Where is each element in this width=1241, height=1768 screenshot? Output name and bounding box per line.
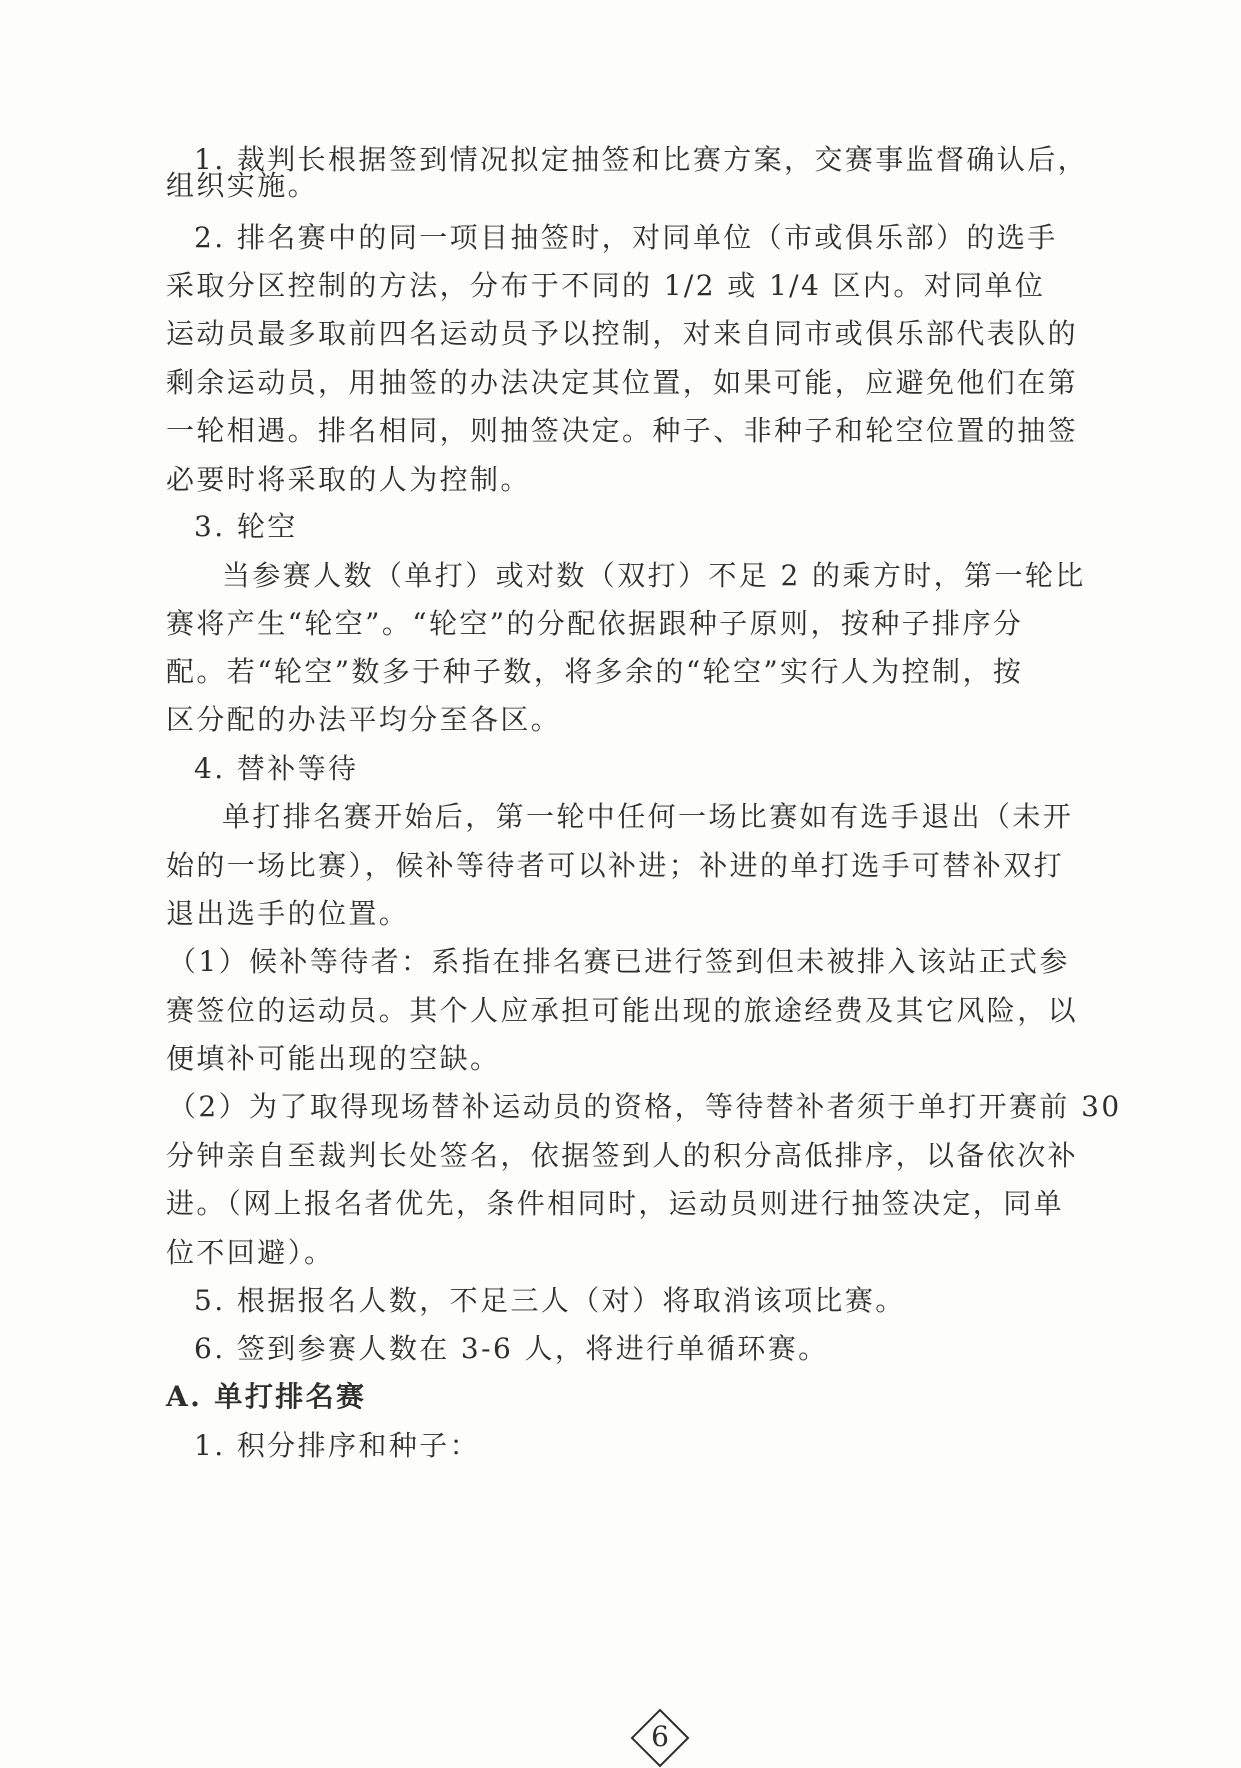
text-line: 区分配的办法平均分至各区。 [166, 703, 562, 736]
text-line: 分钟亲自至裁判长处签名，依据签到人的积分高低排序，以备依次补 [166, 1139, 1079, 1172]
text-line: 采取分区控制的方法，分布于不同的 1/2 或 1/4 区内。对同单位 [166, 269, 1046, 302]
text-line: 便填补可能出现的空缺。 [166, 1042, 501, 1075]
text-line: 位不回避）。 [166, 1236, 335, 1269]
text-line: 剩余运动员，用抽签的办法决定其位置，如果可能，应避免他们在第 [166, 366, 1079, 399]
page-number [630, 1708, 690, 1768]
text-line: 6. 签到参赛人数在 3-6 人，将进行单循环赛。 [194, 1332, 829, 1365]
text-line: （1）候补等待者：系指在排名赛已进行签到但未被排入该站正式参 [168, 945, 1070, 978]
text-line: 5. 根据报名人数，不足三人（对）将取消该项比赛。 [194, 1284, 906, 1317]
text-line: （2）为了取得现场替补运动员的资格，等待替补者须于单打开赛前 30 [168, 1090, 1122, 1123]
text-line: 运动员最多取前四名运动员予以控制，对来自同市或俱乐部代表队的 [166, 317, 1079, 350]
text-line: 赛签位的运动员。其个人应承担可能出现的旅途经费及其它风险，以 [166, 994, 1079, 1027]
text-line: 当参赛人数（单打）或对数（双打）不足 2 的乘方时，第一轮比 [222, 559, 1086, 592]
text-line: 3. 轮空 [194, 510, 298, 543]
text-line: 必要时将采取的人为控制。 [166, 463, 531, 496]
text-line: 单打排名赛开始后，第一轮中任何一场比赛如有选手退出（未开 [222, 800, 1074, 833]
text-line: 1. 裁判长根据签到情况拟定抽签和比赛方案，交赛事监督确认后， [194, 143, 1089, 176]
text-line: 组织实施。 [166, 169, 319, 202]
text-line: 赛将产生“轮空”。“轮空”的分配依据跟种子原则，按种子排序分 [166, 607, 1024, 640]
text-line: 进。（网上报名者优先，条件相同时，运动员则进行抽签决定，同单 [166, 1187, 1065, 1220]
text-line: 配。若“轮空”数多于种子数，将多余的“轮空”实行人为控制，按 [166, 655, 1024, 688]
text-line: 始的一场比赛），候补等待者可以补进；补进的单打选手可替补双打 [166, 849, 1065, 882]
text-line: 1. 积分排序和种子： [194, 1429, 481, 1462]
text-line: 一轮相遇。排名相同，则抽签决定。种子、非种子和轮空位置的抽签 [166, 414, 1079, 447]
text-line: 退出选手的位置。 [166, 897, 410, 930]
page-number-text: 6 [651, 1720, 669, 1753]
text-line: 2. 排名赛中的同一项目抽签时，对同单位（市或俱乐部）的选手 [194, 221, 1058, 254]
section-heading: A. 单打排名赛 [166, 1380, 367, 1413]
text-line: 4. 替补等待 [194, 752, 359, 785]
